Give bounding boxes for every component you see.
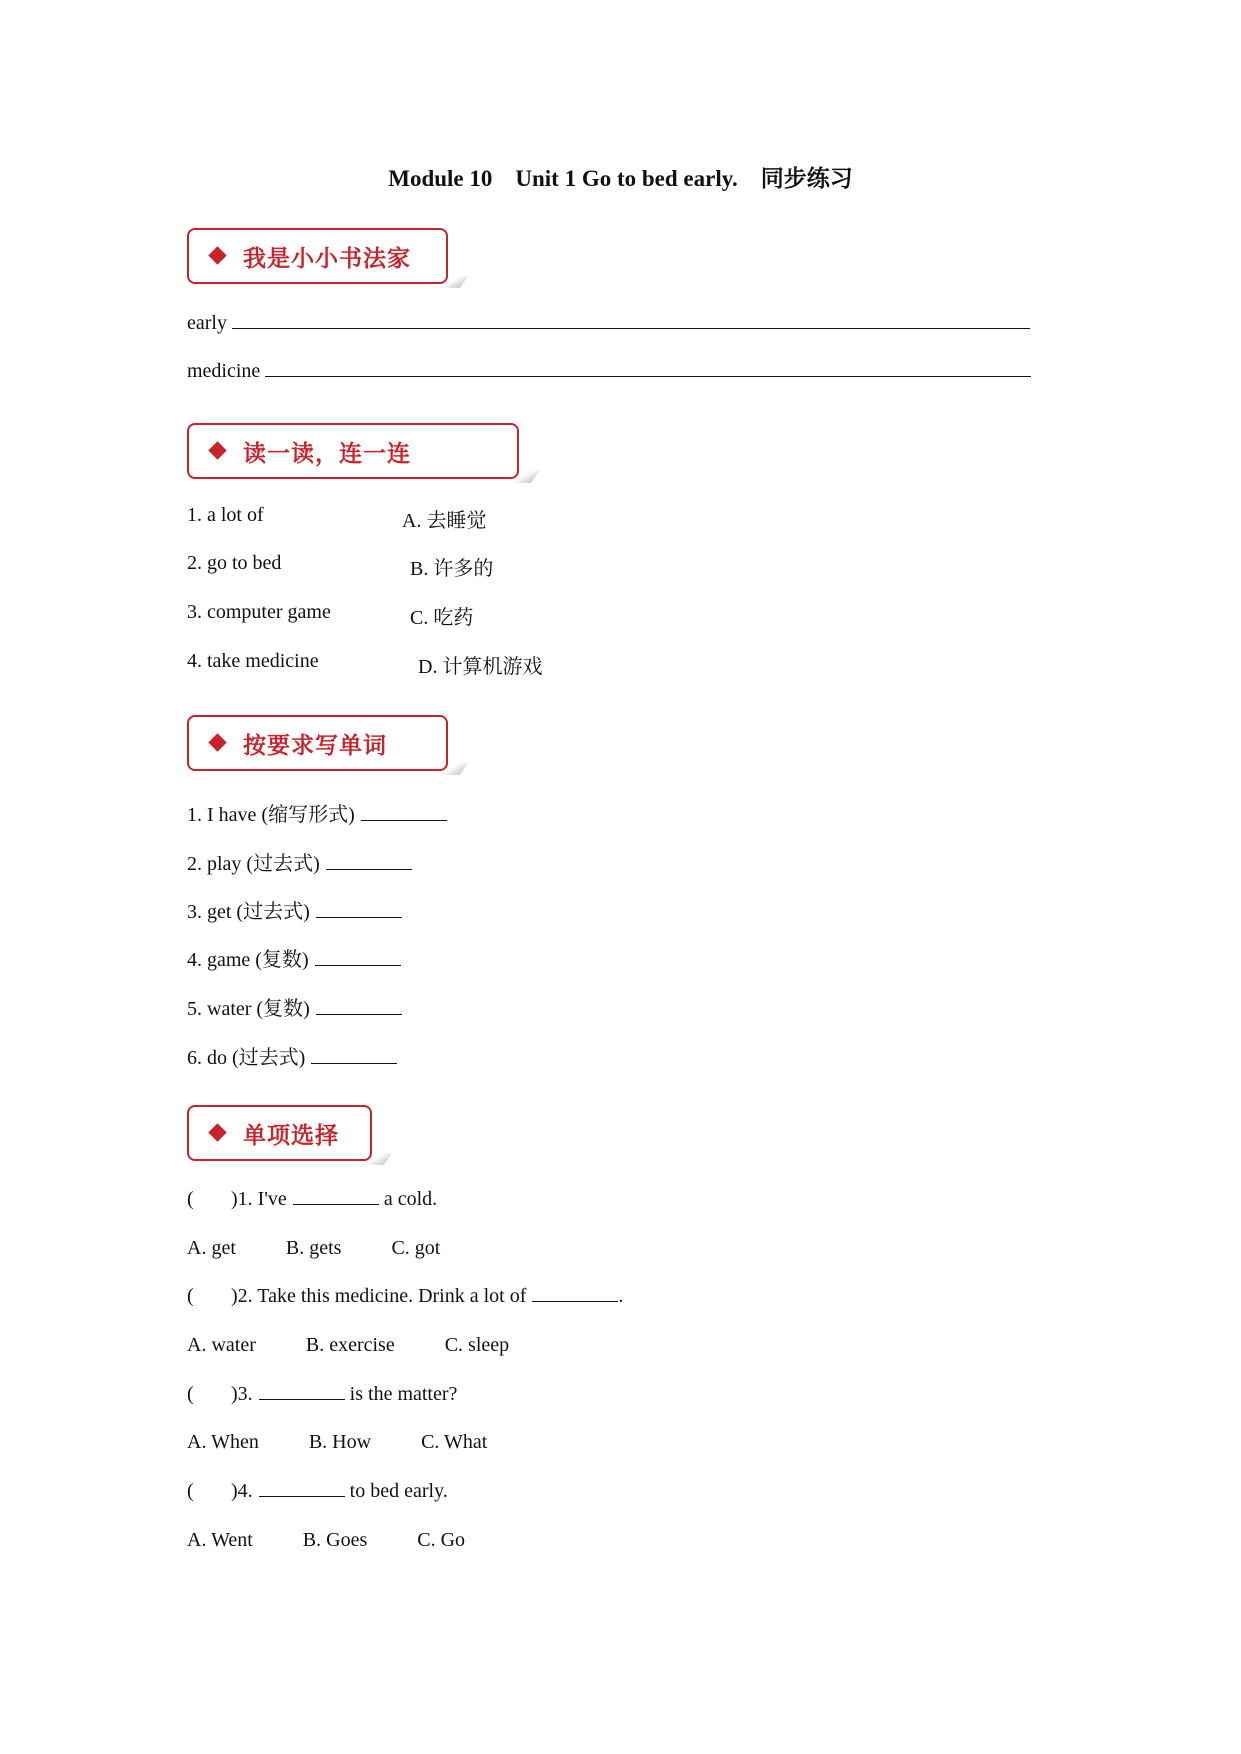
answer-paren[interactable]: ( [187, 1188, 194, 1210]
word-form-item: 4. game (复数) [187, 943, 401, 972]
section-header-calligraphy [187, 228, 448, 284]
calligraphy-word: early [187, 312, 227, 334]
title-cn: 同步练习 [760, 166, 853, 192]
title-module: Module 10 [388, 166, 493, 191]
page-title [0, 160, 1241, 193]
calligraphy-row [187, 358, 1031, 383]
match-left-item: 3. computer game [187, 601, 331, 623]
section-label: 按要求写单词 [243, 733, 387, 759]
answer-blank[interactable] [316, 998, 402, 1015]
title-unit: Unit 1 Go to bed early. [515, 166, 738, 191]
option[interactable]: C. Go [417, 1529, 466, 1551]
section-header-word-forms [187, 715, 448, 771]
match-left-item: 1. a lot of [187, 504, 264, 526]
question-4: ( )4. to bed early. [187, 1480, 448, 1502]
answer-blank[interactable] [293, 1188, 379, 1205]
answer-blank[interactable] [259, 1383, 345, 1400]
match-left-item: 4. take medicine [187, 650, 319, 672]
section-label: 我是小小书法家 [243, 246, 411, 272]
question-1: ( )1. I've a cold. [187, 1188, 438, 1210]
match-right-item: B. 许多的 [410, 558, 494, 580]
word-form-item: 6. do (过去式) [187, 1041, 397, 1070]
section-label: 读一读，连一连 [243, 441, 411, 467]
option[interactable]: B. Goes [302, 1529, 368, 1551]
answer-blank[interactable] [259, 1480, 345, 1497]
answer-blank[interactable] [326, 853, 412, 870]
answer-blank[interactable] [315, 949, 401, 966]
option[interactable]: C. What [421, 1431, 488, 1453]
answer-blank[interactable] [316, 901, 402, 918]
answer-paren[interactable]: ( [187, 1285, 194, 1307]
answer-blank[interactable] [361, 804, 447, 821]
answer-paren[interactable]: ( [187, 1383, 194, 1405]
calligraphy-row [187, 310, 1030, 335]
option[interactable]: B. exercise [305, 1334, 395, 1356]
section-header-multiple-choice [187, 1105, 372, 1161]
section-header-matching [187, 423, 519, 479]
writing-line[interactable] [232, 310, 1030, 329]
option[interactable]: B. How [308, 1431, 372, 1453]
question-3-options [187, 1431, 487, 1454]
question-2-options [187, 1334, 509, 1357]
option[interactable]: A. water [187, 1334, 256, 1356]
match-right-item: D. 计算机游戏 [418, 656, 543, 678]
calligraphy-word: medicine [187, 360, 261, 382]
word-form-item: 2. play (过去式) [187, 847, 412, 876]
question-3: ( )3. is the matter? [187, 1383, 458, 1405]
answer-blank[interactable] [311, 1047, 397, 1064]
word-form-item: 1. I have (缩写形式) [187, 798, 447, 827]
match-left-item: 2. go to bed [187, 552, 282, 574]
question-2: ( )2. Take this medicine. Drink a lot of . [187, 1285, 624, 1307]
question-1-options [187, 1237, 440, 1260]
option[interactable]: A. get [187, 1237, 236, 1259]
match-right-item: A. 去睡觉 [402, 510, 487, 532]
answer-paren[interactable]: ( [187, 1480, 194, 1502]
answer-blank[interactable] [532, 1285, 618, 1302]
match-right-item: C. 吃药 [410, 607, 474, 629]
section-label: 单项选择 [243, 1123, 339, 1149]
option[interactable]: C. sleep [444, 1334, 510, 1356]
writing-line[interactable] [265, 358, 1031, 377]
option[interactable]: C. got [391, 1237, 441, 1259]
option[interactable]: A. When [187, 1431, 259, 1453]
word-form-item: 3. get (过去式) [187, 895, 402, 924]
question-4-options [187, 1529, 465, 1552]
option[interactable]: B. gets [285, 1237, 342, 1259]
word-form-item: 5. water (复数) [187, 992, 402, 1021]
option[interactable]: A. Went [187, 1529, 253, 1551]
